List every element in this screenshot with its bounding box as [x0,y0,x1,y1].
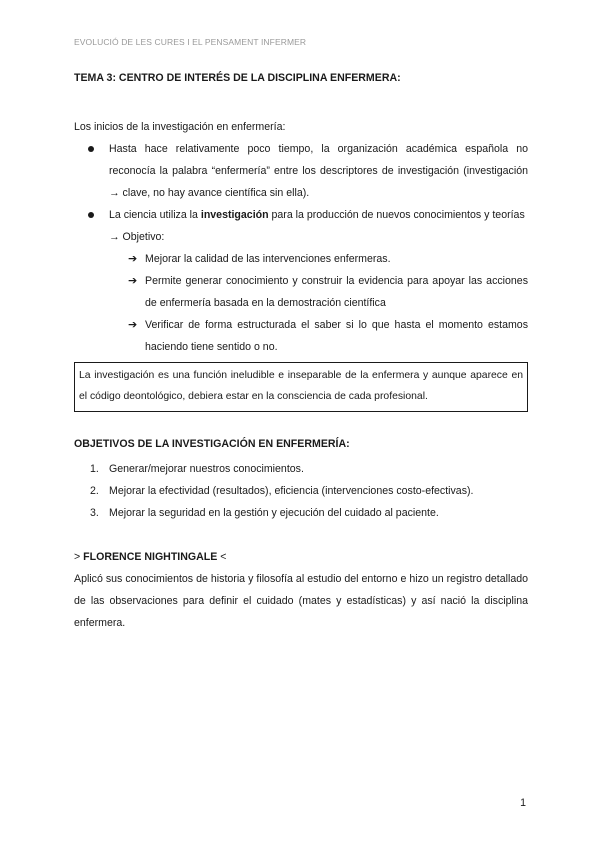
objective-item [74,480,528,502]
arrow-item-text: Mejorar la calidad de las intervenciones enfermeras. [145,253,391,265]
nightingale-name: FLORENCE NIGHTINGALE [83,551,218,563]
running-header: EVOLUCIÓ DE LES CURES I EL PENSAMENT INFERMER [74,37,307,47]
arrow-item [74,248,528,270]
objective-item [74,458,528,480]
arrow-item-text: Permite generar conocimiento y construir la evidencia para apoyar las acciones de enfermería basada en la demostración científica [145,275,528,309]
boxed-note: La investigación es una función ineludible e inseparable de la enfermera y aunque aparece en el código deontológico, debiera estar en la consciencia de cada profesional. [74,362,528,412]
arrow-item [74,270,528,314]
arrow-item-text: Verificar de forma estructurada el saber si lo que hasta el momento estamos haciendo tiene sentido o no. [145,319,528,353]
arrow-list [74,248,528,358]
objective-text: Generar/mejorar nuestros conocimientos. [109,463,304,475]
intro-text: Los inicios de la investigación en enfermería: [74,121,286,133]
bullet-item [74,138,528,204]
bullet-text: Hasta hace relativamente poco tiempo, la organización académica española no reconocía la palabra “enfermería” entre los descriptores de investigación (investigación → clave, no hay avance científica sin ella). [109,143,528,199]
objective-item [74,502,528,524]
page-content [74,72,528,634]
objetivo-label: → Objetivo: [109,231,165,243]
right-arrow-icon: ➔ [128,319,138,331]
nightingale-prefix: > [74,551,84,563]
objective-number: 2. [90,485,99,497]
nightingale-heading [74,546,528,568]
right-arrow-icon: ➔ [128,253,138,265]
objectives-list [74,458,528,524]
bullet-list [74,138,528,226]
arrow-item [74,314,528,358]
section-title: TEMA 3: CENTRO DE INTERÉS DE LA DISCIPLINA ENFERMERA: [74,72,401,84]
objective-number: 3. [90,507,99,519]
right-arrow-icon: ➔ [128,275,138,287]
bullet-text-before: La ciencia utiliza la [109,209,201,221]
objective-number: 1. [90,463,99,475]
objective-text: Mejorar la efectividad (resultados), eficiencia (intervenciones costo-efectivas). [109,485,474,497]
nightingale-paragraph: Aplicó sus conocimientos de historia y filosofía al estudio del entorno e hizo un registro detallado de las observaciones para definir el cuidado (mates y estadísticas) y así nació la disciplina enfermera. [74,573,528,629]
bullet-icon [88,146,94,152]
objectives-title: OBJETIVOS DE LA INVESTIGACIÓN EN ENFERMERÍA: [74,438,350,450]
bullet-item [74,204,528,226]
objective-text: Mejorar la seguridad en la gestión y ejecución del cuidado al paciente. [109,507,439,519]
page-number: 1 [520,797,526,809]
nightingale-suffix: < [217,551,227,563]
bullet-text-bold: investigación [200,209,269,221]
bullet-text-after: para la producción de nuevos conocimientos y teorías [268,209,525,221]
bullet-icon [88,212,94,218]
